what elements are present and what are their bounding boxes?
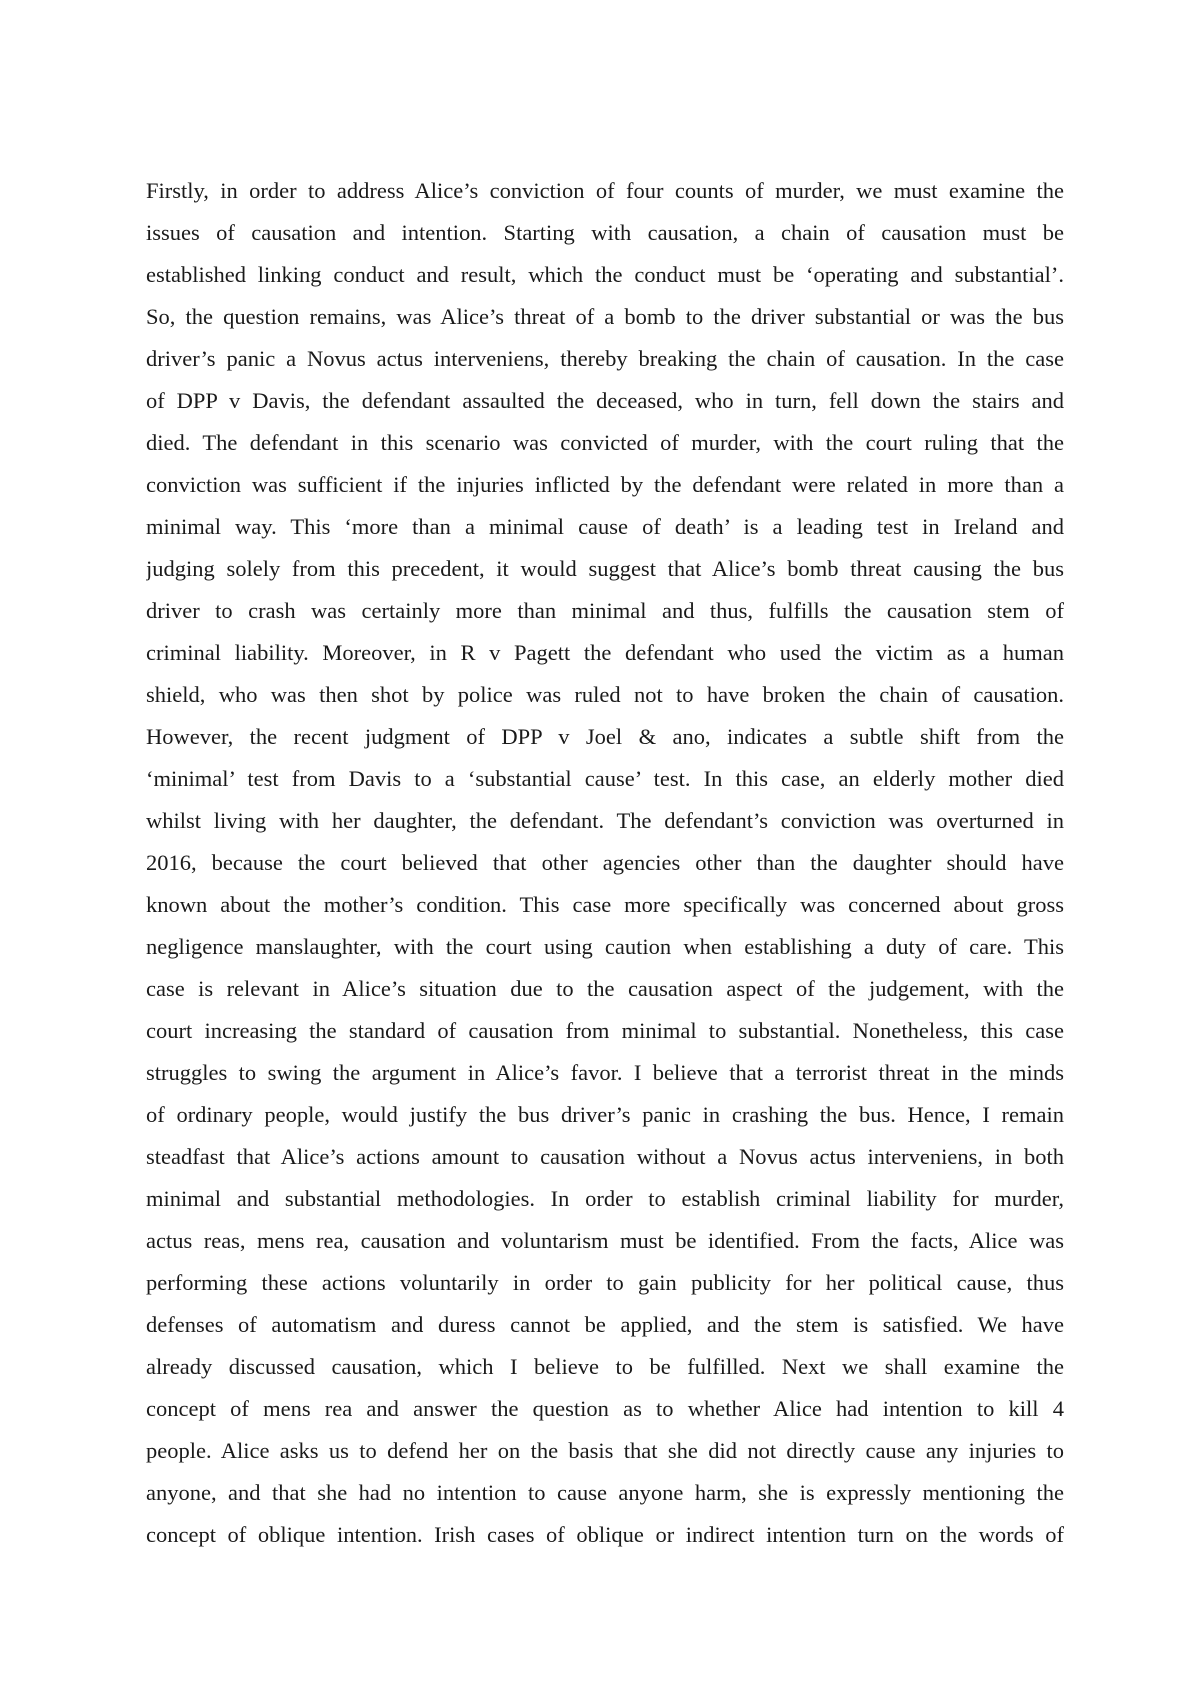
text-line: performing these actions voluntarily in order to gain publicity for her political cause, thus	[146, 1270, 1064, 1295]
text-line: case is relevant in Alice’s situation due to the causation aspect of the judgement, with the	[146, 976, 1064, 1001]
text-line: negligence manslaughter, with the court using caution when establishing a duty of care. This	[146, 934, 1064, 959]
text-line: criminal liability. Moreover, in R v Pagett the defendant who used the victim as a human	[146, 640, 1064, 665]
text-line: minimal and substantial methodologies. In order to establish criminal liability for murder,	[146, 1186, 1064, 1211]
text-line: already discussed causation, which I believe to be fulfilled. Next we shall examine the	[146, 1354, 1064, 1379]
text-line: of DPP v Davis, the defendant assaulted the deceased, who in turn, fell down the stairs and	[146, 388, 1064, 413]
text-line: actus reas, mens rea, causation and voluntarism must be identified. From the facts, Alice was	[146, 1228, 1064, 1253]
body-paragraph	[146, 170, 1064, 1556]
text-line: struggles to swing the argument in Alice’s favor. I believe that a terrorist threat in the minds	[146, 1060, 1064, 1085]
text-line: judging solely from this precedent, it would suggest that Alice’s bomb threat causing the bus	[146, 556, 1064, 581]
text-line: concept of oblique intention. Irish cases of oblique or indirect intention turn on the words of	[146, 1522, 1064, 1547]
text-line: steadfast that Alice’s actions amount to causation without a Novus actus interveniens, in both	[146, 1144, 1064, 1169]
text-line: ‘minimal’ test from Davis to a ‘substantial cause’ test. In this case, an elderly mother died	[146, 766, 1064, 791]
text-line: of ordinary people, would justify the bus driver’s panic in crashing the bus. Hence, I remain	[146, 1102, 1064, 1127]
text-line: whilst living with her daughter, the defendant. The defendant’s conviction was overturned in	[146, 808, 1064, 833]
text-line: 2016, because the court believed that other agencies other than the daughter should have	[146, 850, 1064, 875]
text-line: court increasing the standard of causation from minimal to substantial. Nonetheless, this case	[146, 1018, 1064, 1043]
text-line: However, the recent judgment of DPP v Joel & ano, indicates a subtle shift from the	[146, 724, 1064, 749]
text-line: shield, who was then shot by police was ruled not to have broken the chain of causation.	[146, 682, 1064, 707]
text-line: anyone, and that she had no intention to cause anyone harm, she is expressly mentioning the	[146, 1480, 1064, 1505]
text-line: people. Alice asks us to defend her on the basis that she did not directly cause any injuries to	[146, 1438, 1064, 1463]
text-line: defenses of automatism and duress cannot be applied, and the stem is satisfied. We have	[146, 1312, 1064, 1337]
text-line: minimal way. This ‘more than a minimal cause of death’ is a leading test in Ireland and	[146, 514, 1064, 539]
text-line: driver’s panic a Novus actus interveniens, thereby breaking the chain of causation. In the case	[146, 346, 1064, 371]
text-line: known about the mother’s condition. This case more specifically was concerned about gross	[146, 892, 1064, 917]
text-line: conviction was sufficient if the injuries inflicted by the defendant were related in more than a	[146, 472, 1064, 497]
text-line: established linking conduct and result, which the conduct must be ‘operating and substantial’.	[146, 262, 1064, 287]
text-line: Firstly, in order to address Alice’s conviction of four counts of murder, we must examine the	[146, 178, 1064, 203]
text-line: So, the question remains, was Alice’s threat of a bomb to the driver substantial or was the bus	[146, 304, 1064, 329]
text-line: concept of mens rea and answer the question as to whether Alice had intention to kill 4	[146, 1396, 1064, 1421]
text-line: issues of causation and intention. Starting with causation, a chain of causation must be	[146, 220, 1064, 245]
text-line: died. The defendant in this scenario was convicted of murder, with the court ruling that the	[146, 430, 1064, 455]
text-line: driver to crash was certainly more than minimal and thus, fulfills the causation stem of	[146, 598, 1064, 623]
